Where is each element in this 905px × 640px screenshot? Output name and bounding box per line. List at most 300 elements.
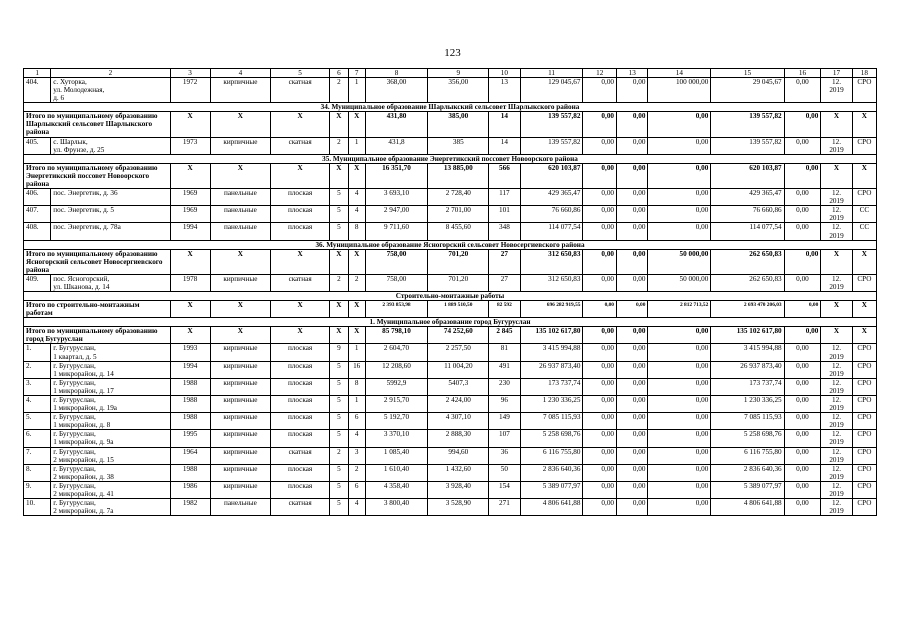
table-cell: 4 xyxy=(348,499,365,516)
table-cell: 1973 xyxy=(170,137,210,154)
table-cell: 1 xyxy=(348,344,365,361)
table-cell: 0,00 xyxy=(617,78,648,103)
table-cell: плоская xyxy=(271,396,330,413)
table-cell: 50 000,00 xyxy=(648,274,711,291)
table-cell: 0,00 xyxy=(648,413,711,430)
column-number: 7 xyxy=(348,69,365,78)
total-label: Итого по муниципальному образованию город Бугуруслан xyxy=(24,327,171,344)
total-cell: X xyxy=(210,301,271,318)
table-row xyxy=(24,499,877,516)
table-cell: 12. 2019 xyxy=(821,499,852,516)
table-cell: 0,00 xyxy=(617,447,648,464)
table-cell: 12. 2019 xyxy=(821,430,852,447)
table-cell: 1993 xyxy=(170,344,210,361)
table-row xyxy=(24,378,877,395)
table-cell: скатная xyxy=(271,274,330,291)
row-number: 2. xyxy=(24,361,51,378)
table-row xyxy=(24,464,877,481)
total-cell: 0,00 xyxy=(583,249,617,274)
total-cell: 0,00 xyxy=(648,163,711,188)
total-cell: 0,00 xyxy=(617,327,648,344)
total-label: Итого по строительно-монтажным работам xyxy=(24,301,171,318)
table-cell: 26 937 873,40 xyxy=(711,361,784,378)
total-row xyxy=(24,301,877,318)
table-cell: 0,00 xyxy=(617,481,648,498)
table-cell: 2 xyxy=(329,274,348,291)
row-number: 4. xyxy=(24,396,51,413)
table-cell: СРО xyxy=(852,396,876,413)
table-cell: 5 xyxy=(329,378,348,395)
total-cell: 0,00 xyxy=(784,327,821,344)
table-row xyxy=(24,396,877,413)
address-cell: пос. Энергетик, д. 36 xyxy=(51,189,170,206)
table-cell: 0,00 xyxy=(784,430,821,447)
table-cell: кирпичные xyxy=(210,378,271,395)
table-cell: 0,00 xyxy=(648,481,711,498)
total-cell: X xyxy=(210,327,271,344)
table-cell: 2 257,50 xyxy=(428,344,489,361)
total-cell: 620 103,87 xyxy=(520,163,583,188)
total-cell: X xyxy=(271,249,330,274)
column-number-row xyxy=(24,69,877,78)
table-cell: 2 836 640,36 xyxy=(711,464,784,481)
table-cell: 1988 xyxy=(170,396,210,413)
table-cell: 114 077,54 xyxy=(711,223,784,240)
table-cell: скатная xyxy=(271,137,330,154)
table-cell: кирпичные xyxy=(210,137,271,154)
table-cell: скатная xyxy=(271,447,330,464)
address-cell: г. Бугуруслан, 1 микрорайон, д. 8 xyxy=(51,413,170,430)
column-number: 8 xyxy=(365,69,428,78)
table-cell: 0,00 xyxy=(784,499,821,516)
table-cell: 4 xyxy=(348,189,365,206)
table-cell: 0,00 xyxy=(784,223,821,240)
table-cell: плоская xyxy=(271,206,330,223)
table-cell: 0,00 xyxy=(784,447,821,464)
table-cell: 0,00 xyxy=(648,206,711,223)
table-cell: 230 xyxy=(489,378,520,395)
total-cell: X xyxy=(821,301,852,318)
table-cell: 0,00 xyxy=(583,206,617,223)
table-cell: 0,00 xyxy=(784,361,821,378)
table-cell: 4 xyxy=(348,206,365,223)
address-cell: г. Бугуруслан, 1 микрорайон, д. 17 xyxy=(51,378,170,395)
total-row xyxy=(24,112,877,137)
total-cell: 2 693 470 206,03 xyxy=(711,301,784,318)
table-cell: 0,00 xyxy=(583,361,617,378)
column-number: 3 xyxy=(170,69,210,78)
table-cell: 0,00 xyxy=(784,464,821,481)
table-cell: панельные xyxy=(210,223,271,240)
table-cell: 1 xyxy=(348,396,365,413)
table-cell: 12. 2019 xyxy=(821,413,852,430)
total-cell: 701,20 xyxy=(428,249,489,274)
table-cell: 758,00 xyxy=(365,274,428,291)
table-cell: 0,00 xyxy=(617,396,648,413)
table-cell: 12. 2019 xyxy=(821,361,852,378)
table-cell: 4 806 641,88 xyxy=(711,499,784,516)
table-cell: 5 xyxy=(329,464,348,481)
table-cell: 0,00 xyxy=(583,413,617,430)
row-number: 1. xyxy=(24,344,51,361)
total-cell: 27 xyxy=(489,249,520,274)
table-cell: 0,00 xyxy=(648,189,711,206)
table-cell: кирпичные xyxy=(210,344,271,361)
column-number: 11 xyxy=(520,69,583,78)
table-cell: 26 937 873,40 xyxy=(520,361,583,378)
address-cell: г. Бугуруслан, 1 квартал, д. 5 xyxy=(51,344,170,361)
total-label: Итого по муниципальному образованию Шарлыкский сельсовет Шарлыкского района xyxy=(24,112,171,137)
total-cell: X xyxy=(170,327,210,344)
table-cell: 1969 xyxy=(170,189,210,206)
row-number: 6. xyxy=(24,430,51,447)
table-cell: 0,00 xyxy=(583,344,617,361)
table-cell: 0,00 xyxy=(617,206,648,223)
column-number: 15 xyxy=(711,69,784,78)
table-cell: 429 365,47 xyxy=(711,189,784,206)
table-cell: 8 xyxy=(348,378,365,395)
column-number: 10 xyxy=(489,69,520,78)
table-cell: 6 xyxy=(348,481,365,498)
table-cell: 1 085,40 xyxy=(365,447,428,464)
total-cell: X xyxy=(170,163,210,188)
table-cell: 101 xyxy=(489,206,520,223)
address-cell: с. Шарлык, ул. Фрунзе, д. 25 xyxy=(51,137,170,154)
column-number: 17 xyxy=(821,69,852,78)
total-cell: 262 650,83 xyxy=(711,249,784,274)
table-cell: СРО xyxy=(852,378,876,395)
total-cell: X xyxy=(170,112,210,137)
table-cell: 9 xyxy=(329,344,348,361)
table-cell: 5 xyxy=(329,413,348,430)
table-row xyxy=(24,78,877,103)
table-cell: 3 928,40 xyxy=(428,481,489,498)
table-cell: 12. 2019 xyxy=(821,189,852,206)
total-cell: X xyxy=(348,112,365,137)
table-cell: кирпичные xyxy=(210,396,271,413)
table-cell: скатная xyxy=(271,499,330,516)
table-cell: 5 xyxy=(329,499,348,516)
column-number: 16 xyxy=(784,69,821,78)
total-cell: 139 557,82 xyxy=(520,112,583,137)
column-number: 12 xyxy=(583,69,617,78)
table-cell: 4 806 641,88 xyxy=(520,499,583,516)
table-cell: СРО xyxy=(852,481,876,498)
table-cell: 0,00 xyxy=(784,274,821,291)
section-heading: 36. Муниципальное образование Ясногорский сельсовет Новосергиевского района xyxy=(24,240,877,249)
table-cell: 0,00 xyxy=(583,447,617,464)
table-cell: 5 xyxy=(329,396,348,413)
table-cell: 12. 2019 xyxy=(821,378,852,395)
row-number: 408. xyxy=(24,223,51,240)
table-cell: панельные xyxy=(210,499,271,516)
total-cell: X xyxy=(329,301,348,318)
table-cell: 12. 2019 xyxy=(821,78,852,103)
table-cell: 1994 xyxy=(170,223,210,240)
total-cell: X xyxy=(271,112,330,137)
table-cell: 0,00 xyxy=(784,396,821,413)
table-cell: 7 085 115,93 xyxy=(520,413,583,430)
table-cell: 5 xyxy=(329,361,348,378)
total-cell: 82 592 xyxy=(489,301,520,318)
table-cell: 9 711,60 xyxy=(365,223,428,240)
row-number: 405. xyxy=(24,137,51,154)
total-cell: 0,00 xyxy=(583,163,617,188)
table-row xyxy=(24,189,877,206)
table-row xyxy=(24,223,877,240)
section-heading-row xyxy=(24,240,877,249)
table-cell: 11 004,20 xyxy=(428,361,489,378)
address-cell: г. Бугуруслан, 2 микрорайон, д. 41 xyxy=(51,481,170,498)
row-number: 404. xyxy=(24,78,51,103)
table-cell: 12. 2019 xyxy=(821,344,852,361)
total-cell: 385,00 xyxy=(428,112,489,137)
column-number: 2 xyxy=(51,69,170,78)
table-cell: 271 xyxy=(489,499,520,516)
table-cell: 1972 xyxy=(170,78,210,103)
table-cell: 0,00 xyxy=(648,137,711,154)
table-cell: 0,00 xyxy=(617,274,648,291)
table-cell: 1978 xyxy=(170,274,210,291)
total-cell: 139 557,82 xyxy=(711,112,784,137)
table-cell: 262 650,83 xyxy=(711,274,784,291)
housing-repair-table xyxy=(23,68,877,516)
table-cell: 1 432,60 xyxy=(428,464,489,481)
total-cell: 0,00 xyxy=(583,327,617,344)
table-cell: 12. 2019 xyxy=(821,396,852,413)
section-heading-row xyxy=(24,292,877,301)
total-cell: 0,00 xyxy=(648,112,711,137)
table-cell: 2 888,30 xyxy=(428,430,489,447)
table-cell: 0,00 xyxy=(784,78,821,103)
table-cell: 2 xyxy=(329,78,348,103)
table-cell: 76 660,86 xyxy=(711,206,784,223)
table-cell: 8 455,60 xyxy=(428,223,489,240)
table-cell: кирпичные xyxy=(210,361,271,378)
table-cell: кирпичные xyxy=(210,430,271,447)
table-cell: 12. 2019 xyxy=(821,137,852,154)
address-cell: г. Бугуруслан, 1 микрорайон, д. 14 xyxy=(51,361,170,378)
table-cell: 154 xyxy=(489,481,520,498)
table-cell: 2 424,00 xyxy=(428,396,489,413)
total-cell: X xyxy=(271,301,330,318)
table-cell: 1 xyxy=(348,137,365,154)
column-number: 14 xyxy=(648,69,711,78)
table-cell: 0,00 xyxy=(784,378,821,395)
address-cell: г. Бугуруслан, 2 микрорайон, д. 38 xyxy=(51,464,170,481)
table-cell: 1 230 336,25 xyxy=(520,396,583,413)
table-row xyxy=(24,413,877,430)
table-cell: 5 xyxy=(329,206,348,223)
table-cell: 2 836 640,36 xyxy=(520,464,583,481)
table-cell: 0,00 xyxy=(648,430,711,447)
table-cell: 36 xyxy=(489,447,520,464)
table-cell: 0,00 xyxy=(583,481,617,498)
table-cell: 100 000,00 xyxy=(648,78,711,103)
table-cell: 2 xyxy=(348,464,365,481)
total-cell: 14 xyxy=(489,112,520,137)
table-cell: 12. 2019 xyxy=(821,481,852,498)
table-cell: 1986 xyxy=(170,481,210,498)
table-cell: 0,00 xyxy=(617,430,648,447)
table-cell: плоская xyxy=(271,430,330,447)
table-cell: 312 650,83 xyxy=(520,274,583,291)
table-cell: 2 xyxy=(329,137,348,154)
total-cell: X xyxy=(852,301,876,318)
table-cell: 3 800,40 xyxy=(365,499,428,516)
table-cell: плоская xyxy=(271,223,330,240)
table-cell: 29 045,67 xyxy=(711,78,784,103)
total-cell: X xyxy=(329,112,348,137)
table-cell: 5407,3 xyxy=(428,378,489,395)
total-cell: X xyxy=(210,112,271,137)
total-cell: 74 252,60 xyxy=(428,327,489,344)
column-number: 5 xyxy=(271,69,330,78)
total-cell: 0,00 xyxy=(784,249,821,274)
row-number: 10. xyxy=(24,499,51,516)
total-cell: 696 282 919,55 xyxy=(520,301,583,318)
table-cell: 139 557,82 xyxy=(711,137,784,154)
row-number: 5. xyxy=(24,413,51,430)
table-row xyxy=(24,274,877,291)
table-cell: 4 358,40 xyxy=(365,481,428,498)
table-cell: плоская xyxy=(271,481,330,498)
table-cell: 1982 xyxy=(170,499,210,516)
table-cell: 129 045,67 xyxy=(520,78,583,103)
table-cell: 76 660,86 xyxy=(520,206,583,223)
total-cell: X xyxy=(821,327,852,344)
table-cell: 3 693,10 xyxy=(365,189,428,206)
table-cell: 0,00 xyxy=(583,396,617,413)
total-cell: X xyxy=(271,163,330,188)
table-cell: 3 415 994,88 xyxy=(711,344,784,361)
table-cell: 5 xyxy=(329,223,348,240)
total-cell: 0,00 xyxy=(617,112,648,137)
table-cell: плоская xyxy=(271,189,330,206)
table-cell: скатная xyxy=(271,78,330,103)
table-cell: СРО xyxy=(852,361,876,378)
address-cell: пос. Ясногорский, ул. Шканова, д. 14 xyxy=(51,274,170,291)
total-cell: 758,00 xyxy=(365,249,428,274)
table-cell: 4 307,10 xyxy=(428,413,489,430)
address-cell: с. Хуторка, ул. Молодежная, д. 6 xyxy=(51,78,170,103)
table-cell: 368,00 xyxy=(365,78,428,103)
page-number: 123 xyxy=(444,47,461,59)
table-cell: кирпичные xyxy=(210,447,271,464)
table-cell: 0,00 xyxy=(648,344,711,361)
total-cell: 0,00 xyxy=(617,163,648,188)
table-cell: 0,00 xyxy=(583,274,617,291)
total-cell: 0,00 xyxy=(583,112,617,137)
table-cell: 2 xyxy=(348,274,365,291)
table-cell: 701,20 xyxy=(428,274,489,291)
table-cell: 0,00 xyxy=(583,137,617,154)
table-cell: 0,00 xyxy=(784,481,821,498)
address-cell: г. Бугуруслан, 1 микрорайон, д. 19а xyxy=(51,396,170,413)
table-cell: 12. 2019 xyxy=(821,206,852,223)
table-cell: плоская xyxy=(271,464,330,481)
table-cell: 107 xyxy=(489,430,520,447)
table-cell: 0,00 xyxy=(648,499,711,516)
table-cell: кирпичные xyxy=(210,413,271,430)
table-cell: 1995 xyxy=(170,430,210,447)
section-heading-row xyxy=(24,154,877,163)
total-cell: 1 889 510,50 xyxy=(428,301,489,318)
table-cell: 12. 2019 xyxy=(821,464,852,481)
table-cell: 0,00 xyxy=(617,137,648,154)
table-cell: 5 389 077,97 xyxy=(520,481,583,498)
section-heading: 34. Муниципальное образование Шарлыкский сельсовет Шарлыкского района xyxy=(24,103,877,112)
table-cell: 2 701,00 xyxy=(428,206,489,223)
table-cell: 4 xyxy=(348,430,365,447)
table-cell: 5 192,70 xyxy=(365,413,428,430)
table-cell: 0,00 xyxy=(648,396,711,413)
table-cell: 0,00 xyxy=(583,223,617,240)
section-heading: 35. Муниципальное образование Энергетикский поссовет Новоорского района xyxy=(24,154,877,163)
table-body xyxy=(24,69,877,516)
total-label: Итого по муниципальному образованию Ясногорский сельсовет Новосергиевского района xyxy=(24,249,171,274)
total-cell: X xyxy=(170,301,210,318)
row-number: 409. xyxy=(24,274,51,291)
table-row xyxy=(24,344,877,361)
total-cell: 566 xyxy=(489,163,520,188)
table-cell: кирпичные xyxy=(210,481,271,498)
table-cell: 1964 xyxy=(170,447,210,464)
table-cell: СРО xyxy=(852,430,876,447)
total-cell: 0,00 xyxy=(784,301,821,318)
table-row xyxy=(24,481,877,498)
section-heading-row xyxy=(24,318,877,327)
table-cell: 12. 2019 xyxy=(821,447,852,464)
table-cell: 173 737,74 xyxy=(711,378,784,395)
column-number: 1 xyxy=(24,69,51,78)
total-cell: X xyxy=(210,249,271,274)
table-cell: 2 915,70 xyxy=(365,396,428,413)
total-cell: X xyxy=(170,249,210,274)
table-cell: СС xyxy=(852,223,876,240)
total-cell: 0,00 xyxy=(617,249,648,274)
total-cell: 16 351,70 xyxy=(365,163,428,188)
total-cell: 0,00 xyxy=(617,301,648,318)
table-cell: СРО xyxy=(852,499,876,516)
table-cell: плоская xyxy=(271,413,330,430)
total-cell: 2 393 853,98 xyxy=(365,301,428,318)
table-cell: 0,00 xyxy=(617,361,648,378)
table-cell: панельные xyxy=(210,206,271,223)
table-cell: 117 xyxy=(489,189,520,206)
table-cell: 0,00 xyxy=(617,499,648,516)
table-row xyxy=(24,137,877,154)
total-cell: 2 812 713,52 xyxy=(648,301,711,318)
table-cell: 3 370,10 xyxy=(365,430,428,447)
table-cell: СРО xyxy=(852,344,876,361)
table-cell: 348 xyxy=(489,223,520,240)
column-number: 13 xyxy=(617,69,648,78)
table-cell: 5992,9 xyxy=(365,378,428,395)
section-heading: Строительно-монтажные работы xyxy=(24,292,877,301)
table-cell: 0,00 xyxy=(648,223,711,240)
total-cell: X xyxy=(329,163,348,188)
total-cell: X xyxy=(348,163,365,188)
table-cell: 0,00 xyxy=(648,361,711,378)
table-cell: панельные xyxy=(210,189,271,206)
table-cell: кирпичные xyxy=(210,78,271,103)
table-cell: 0,00 xyxy=(784,189,821,206)
total-cell: X xyxy=(348,327,365,344)
total-cell: 13 885,00 xyxy=(428,163,489,188)
row-number: 3. xyxy=(24,378,51,395)
table-cell: 5 258 698,76 xyxy=(520,430,583,447)
